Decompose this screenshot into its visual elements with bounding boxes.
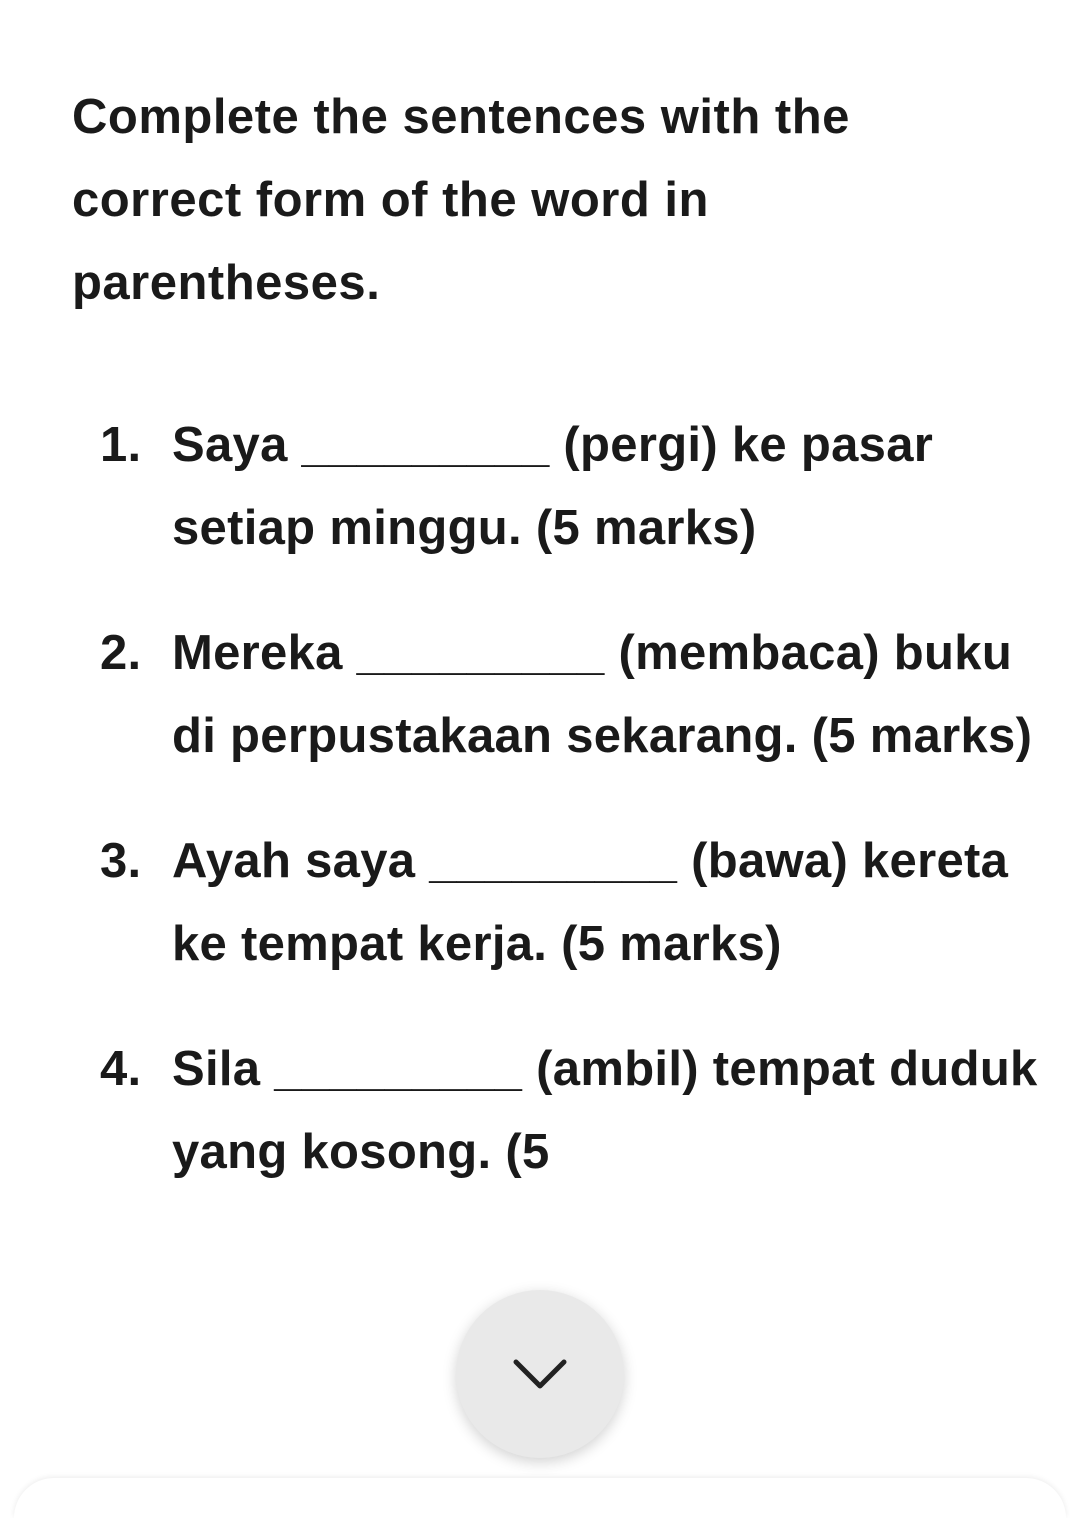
question-text: Ayah saya _________ (bawa) kereta ke tempat kerja. (5 marks) [172, 834, 1009, 971]
scroll-down-button[interactable] [456, 1290, 624, 1458]
question-item [100, 820, 1040, 986]
question-list [100, 404, 1040, 1236]
question-number: 2. [100, 626, 142, 680]
question-text: Mereka _________ (membaca) buku di perpustakaan sekarang. (5 marks) [172, 626, 1033, 763]
question-text: Saya _________ (pergi) ke pasar setiap minggu. (5 marks) [172, 418, 934, 555]
question-number: 4. [100, 1042, 142, 1096]
question-number: 1. [100, 418, 142, 472]
question-item [100, 1028, 1040, 1194]
question-item [100, 612, 1040, 778]
bottom-sheet [14, 1478, 1066, 1518]
question-item [100, 404, 1040, 570]
question-text: Sila _________ (ambil) tempat duduk yang kosong. (5 [172, 1042, 1038, 1179]
chevron-down-icon [510, 1354, 570, 1394]
instruction-text: Complete the sentences with the correct form of the word in parentheses. [72, 90, 850, 310]
question-number: 3. [100, 834, 142, 888]
